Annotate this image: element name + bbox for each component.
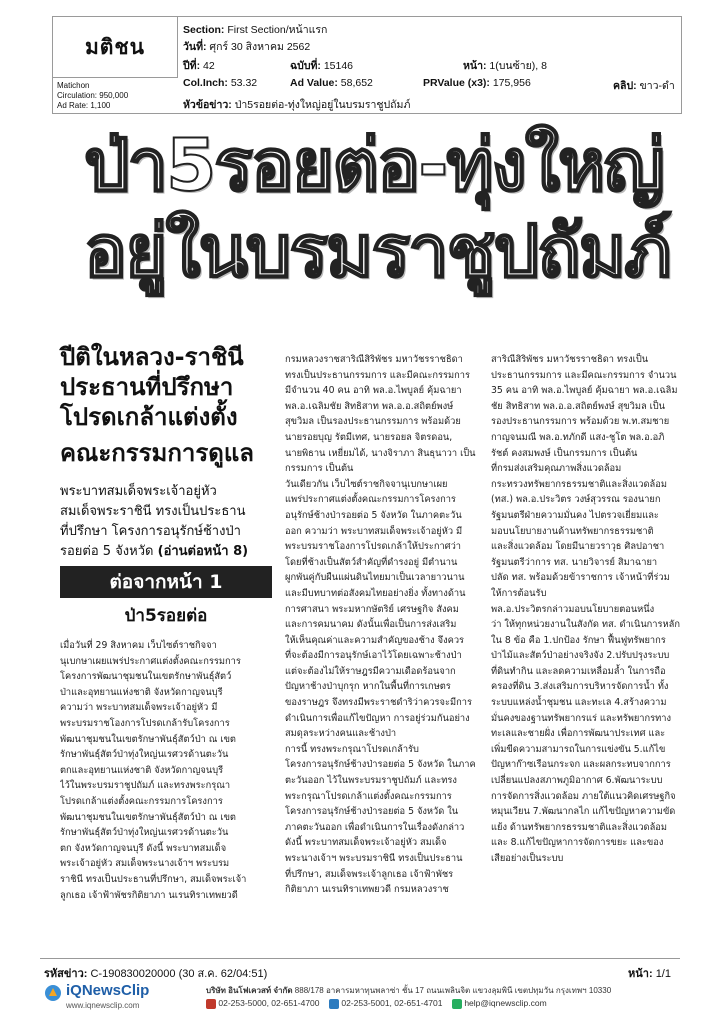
deck-line: โปรดเกล้าแต่งตั้ง [60, 403, 238, 431]
company-address: 888/178 อาคารมหาทุนพลาซ่า ชั้น 17 ถนนเพลินจิต แขวงลุมพินี เขตปทุมวัน กรุงเทพฯ 10330 [294, 986, 612, 995]
headline-line-1: ป่า5รอยต่อ-ทุ่งใหญ่ [84, 123, 663, 207]
body-line: ประธานกรรมการ และมีคณะกรรมการ จำนวน [491, 369, 677, 381]
body-line: รัชต์ คงสมพงษ์ เป็นกรรมการ เป็นต้น [491, 447, 638, 459]
body-line: ที่กรมส่งเสริมคุณภาพสิ่งแวดล้อม [491, 463, 622, 475]
body-line: ใน 8 ข้อ คือ 1.ปกป้อง รักษา ฟื้นฟูทรัพยากร [491, 634, 666, 646]
body-line: มอบนโยบายงานด้านทรัพยากรธรรมชาติ [491, 525, 654, 537]
deck-line: ปีติในหลวง-ราชินี [60, 343, 244, 371]
footer-page-label: หน้า: [628, 968, 653, 980]
col-inch-label: Col.Inch: [183, 77, 228, 89]
page-row [463, 57, 547, 74]
body-line: แพร่ประกาศแต่งตั้งคณะกรรมการโครงการ [285, 494, 456, 506]
body-line: ไว้ในพระบรมราชูปถัมภ์ และทรงพระกรุณา [60, 780, 231, 792]
body-line: ว่า ให้ทุกหน่วยงานในสังกัด ทส. ดำเนินการหลัก [491, 619, 680, 631]
body-line: ทะเลและชายฝั่ง เพื่อการพัฒนาประเทศ และ [491, 728, 666, 740]
date-row [183, 38, 310, 55]
headline-label: หัวข้อข่าว: [183, 99, 232, 111]
lead-line [60, 542, 248, 562]
body-line: พระบรมราชโองการโปรดเกล้ารับโครงการ [60, 717, 230, 729]
clip-label: คลิป: [613, 80, 637, 92]
body-line: รัฐมนตรีฝ่ายความมั่นคง ไปตรวจเยี่ยมและ [491, 509, 659, 521]
body-line: โครงการพัฒนาชุมชนในเขตรักษาพันธุ์สัตว์ [60, 671, 232, 683]
body-line: เมื่อวันที่ 29 สิงหาคม เว็บไซต์ราชกิจจา [60, 640, 217, 651]
publication-logo: มติชน [84, 35, 146, 59]
body-line: ป่าและอุทยานแห่งชาติ จังหวัดกาญจนบุรี [60, 686, 223, 698]
page-label: หน้า: [463, 60, 487, 72]
brand-icon [44, 984, 62, 1002]
news-id: C-190830020000 [90, 968, 176, 980]
issue-value: 15146 [323, 60, 354, 72]
body-line: พล.อ.เฉลิมชัย สิทธิสาท พล.อ.อ.สถิตย์พงษ์ [285, 400, 454, 412]
clip-row [613, 77, 675, 94]
footer-page-value: 1/1 [655, 968, 671, 980]
body-line: พระนางเจ้าฯ พระบรมราชินี ทรงเป็นประธาน [285, 853, 463, 864]
news-time: (30 ส.ค. 62/04:51) [178, 968, 268, 980]
body-line: อนุรักษ์ช้างป่ารอยต่อ 5 จังหวัด ในภาคตะวัน [285, 509, 462, 521]
lead-last: รอยต่อ 5 จังหวัด [60, 544, 154, 559]
body-line: เสียอย่างเป็นระบบ [491, 853, 564, 864]
body-line: ราชินี ทรงเป็นประธานที่ปรึกษา, สมเด็จพระเจ้า [60, 873, 247, 885]
footer-divider [40, 958, 680, 959]
body-line: พระเจ้าอยู่หัว สมเด็จพระนางเจ้าฯ พระบรม [60, 858, 230, 870]
body-line: ผูกพันคู่กับผืนแผ่นดินไทยมาเป็นเวลายาวนาน [285, 572, 465, 584]
body-line: และ 8.แก้ไขปัญหาการจัดการขยะ และของ [491, 837, 664, 849]
pr-value-row [423, 77, 531, 89]
body-line: ที่ปรึกษา, สมเด็จพระเจ้าลูกเธอ เจ้าฟ้าพัชร [285, 868, 454, 880]
fax-icon [329, 999, 339, 1009]
contact-row [206, 998, 547, 1009]
ad-value-value: 58,652 [340, 77, 373, 89]
body-line: เพิ่มขีดความสามารถในการแข่งขัน 5.แก้ไข [491, 743, 666, 755]
email-icon [452, 999, 462, 1009]
body-line: ภาคตะวันออก เพื่อดำเนินการในเรื่องดังกล่าว [285, 821, 465, 833]
date-value: ศุกร์ 30 สิงหาคม 2562 [209, 41, 311, 53]
body-line: การจัดการสิ่งแวดล้อม ภายใต้แนวคิดเศรษฐกิจ [491, 790, 676, 802]
body-line: โปรดเกล้าแต่งตั้งคณะกรรมการโครงการ [60, 795, 223, 807]
ad-value-row [290, 77, 373, 89]
page-value: 1(บนซ้าย), 8 [489, 60, 547, 72]
body-line: สมดุลระหว่างคนและช้างป่า [285, 728, 397, 740]
lead [60, 482, 248, 562]
body-line: ดำเนินการเพื่อแก้ไขปัญหา การอยู่ร่วมกันอย่าง [285, 712, 470, 724]
body-line: ทรงเป็นประธานกรรมการ และมีคณะกรรมการ [285, 369, 471, 381]
continue-ref: (อ่านต่อหน้า 8) [157, 544, 249, 559]
issue-row [290, 57, 353, 74]
body-line: ปัญหาช้างป่าบุกรุก หากในพื้นที่การเกษตร [285, 681, 451, 693]
body-line: ให้การต้อนรับ [491, 587, 547, 599]
deck-line: ประธานที่ปรึกษา [60, 373, 234, 401]
body-line: ความว่า พระบาทสมเด็จพระเจ้าอยู่หัว มี [60, 702, 218, 714]
publication-name: Matichon [57, 81, 90, 90]
body-line: ปลัด ทส. พร้อมด้วยข้าราชการ เจ้าหน้าที่ร่วม [491, 572, 670, 584]
company-row [206, 984, 611, 997]
news-id-label: รหัสข่าว: [44, 968, 88, 980]
body-line: นายพิธาน เหยี่ยมได้, นางจิราภา สินธุนาวา เป็น [285, 447, 476, 459]
body-line: โครงการอนุรักษ์ช้างป่ารอยต่อ 5 จังหวัด ใน [285, 806, 459, 818]
body-line: กรรมการ เป็นต้น [285, 463, 354, 475]
body-line: กาญจนมณี พล.อ.ทภักดี แสง-ชูโต พล.อ.อภิ [491, 431, 665, 443]
body-line: ตะวันออก ไว้ในพระบรมราชูปถัมภ์ และทรง [285, 775, 457, 787]
ad-value-label: Ad Value: [290, 77, 338, 89]
clip-header [52, 16, 682, 114]
fax-numbers: 02-253-5001, 02-651-4701 [341, 998, 443, 1008]
section-row [183, 21, 327, 38]
body-line: กรมหลวงราชสาริณีสิริพัชร มหาวัชรราชธิดา [285, 354, 463, 365]
logo-box [53, 17, 178, 78]
body-line: ป่าไม้และสัตว์ป่าอย่างจริงจัง 2.ปรับปรุงระบบ [491, 650, 670, 662]
deck [60, 342, 254, 468]
phone-icon [206, 999, 216, 1009]
body-line: พัฒนาชุมชนในเขตรักษาพันธุ์สัตว์ป่า ณ เขต [60, 733, 236, 745]
lead-line: สมเด็จพระราชินี ทรงเป็นประธาน [60, 504, 246, 519]
body-line: นายรอยบุญ รัตมีเทศ, นายรอยล จิตรดอน, [285, 431, 453, 443]
body-line: แต่จะต้องไม่ให้ราษฎรมีความเดือดร้อนจาก [285, 665, 456, 677]
body-line: ปัญหาก๊าซเรือนกระจก และผลกระทบจากการ [491, 759, 671, 771]
body-line: ชัย สิทธิสาท พล.อ.อ.สถิตย์พงษ์ สุขวิมล เป็น [491, 400, 666, 412]
body-line: ออก ความว่า พระบาทสมเด็จพระเจ้าอยู่หัว มี [285, 525, 463, 537]
body-line: รองประธานกรรมการ พร้อมด้วย พ.ท.สมชาย [491, 416, 670, 428]
year-row [183, 57, 215, 74]
body-line: พระบรมราชโองการโปรดเกล้าให้ประกาศว่า [285, 541, 462, 553]
year-value: 42 [203, 60, 215, 72]
continued-title: ป่า5รอยต่อ [124, 606, 208, 626]
body-line: กระทรวงทรัพยากรธรรมชาติและสิ่งแวดล้อม [491, 478, 667, 490]
body-line: เปลี่ยนแปลงสภาพภูมิอากาศ 6.พัฒนาระบบ [491, 775, 663, 787]
body-line: รักษาพันธุ์สัตว์ป่าทุ่งใหญ่นเรศวรด้านตะวัน [60, 827, 229, 839]
news-id-row [44, 964, 267, 982]
lead-line: พระบาทสมเด็จพระเจ้าอยู่หัว [60, 484, 217, 499]
headline-row [183, 96, 410, 113]
body-line: ครองที่ดิน 3.ส่งเสริมการบริหารจัดการน้ำ ทั้ง [491, 681, 669, 693]
circulation: Circulation: 950,000 [57, 91, 129, 100]
company-name: บริษัท อินโฟเควสท์ จำกัด [206, 986, 293, 995]
body-line: ที่จะต้องมีการอนุรักษ์เอาไว้โดยเฉพาะช้างป่า [285, 650, 462, 662]
body-line: นุเบกษาเผยแพร่ประกาศแต่งตั้งคณะกรรมการ [60, 655, 241, 667]
year-label: ปีที่: [183, 60, 201, 72]
section-value: First Section/หน้าแรก [227, 24, 328, 36]
section-label: Section: [183, 24, 225, 36]
body-line: แย้ง ด้านทรัพยากรธรรมชาติและสิ่งแวดล้อม [491, 821, 668, 833]
body-line: ตกและอุทยานแห่งชาติ จังหวัดกาญจนบุรี [60, 764, 224, 776]
body-line: ลูกเธอ เจ้าฟ้าพัชรกิติยาภา นเรนทิราเทพยวดี [60, 889, 238, 901]
body-line: 35 คน อาทิ พล.อ.ไพบูลย์ คุ้มฉายา พล.อ.เฉลิม [491, 385, 678, 397]
footer-page-row [628, 964, 671, 982]
body-line: ระบบแหล่งน้ำชุมชน และทะเล 4.สร้างความ [491, 697, 667, 709]
clip-value: ขาว-ดำ [639, 80, 675, 92]
body-line: มั่นคงของฐานทรัพยากรแร่ และทรัพยากรทาง [491, 712, 672, 724]
body-line: ของราษฎร จึงทรงมีพระราชดำริว่าควรจะมีการ [285, 697, 472, 709]
column-1 [60, 638, 274, 903]
body-line: พระกรุณาโปรดเกล้าแต่งตั้งคณะกรรมการ [285, 790, 452, 802]
body-line: สาริณีสิริพัชร มหาวัชรราชธิดา ทรงเป็น [491, 354, 649, 365]
issue-label: ฉบับที่: [290, 60, 321, 72]
body-line: โครงการอนุรักษ์ช้างป่ารอยต่อ 5 จังหวัด ในภาค [285, 759, 476, 771]
body-line: ให้เห็นคุณค่าและความสำคัญของช้าง จึงควร [285, 634, 465, 646]
body-line: รักษาพันธุ์สัตว์ป่าทุ่งใหญ่นเรศวรด้านตะวัน [60, 749, 229, 761]
col-inch-row [183, 77, 257, 89]
email-address[interactable]: help@iqnewsclip.com [464, 998, 547, 1008]
ad-rate: Ad Rate: 1,100 [57, 101, 111, 110]
headline-line-2: อยู่ในบรมราชูปถัมภ์ [84, 209, 670, 293]
brand-logo[interactable] [44, 982, 184, 1014]
body-line: พัฒนาชุมชนในเขตรักษาพันธุ์สัตว์ป่า ณ เขต [60, 811, 236, 823]
pr-value-label: PRValue (x3): [423, 77, 490, 89]
body-line: และมีบทบาทต่อสังคมไทยอย่างยิ่ง ทั้งทางด้าน [285, 587, 466, 599]
body-line: หมุนเวียน 7.พัฒนากลไก แก้ไขปัญหาความขัด [491, 806, 676, 818]
body-line: สุขวิมล เป็นรองประธานกรรมการ พร้อมด้วย [285, 416, 461, 428]
body-line: พล.อ.ประวิตรกล่าวมอบนโยบายตอนหนึ่ง [491, 603, 655, 615]
body-line: รัฐมนตรีว่าการ ทส. นายวิจารย์ สิมาฉายา [491, 556, 658, 568]
body-line: และสิ่งแวดล้อม โดยมีนายวราวุธ ศิลปอาชา [491, 541, 665, 553]
continued-bar: ต่อจากหน้า 1 [60, 566, 272, 598]
body-line: การศาสนา พระมหากษัตริย์ เศรษฐกิจ สังคม [285, 603, 459, 615]
pr-value-value: 175,956 [492, 77, 531, 89]
body-line: (ทส.) พล.อ.ประวิตร วงษ์สุวรรณ รองนายก [491, 494, 661, 506]
phone-numbers: 02-253-5000, 02-651-4700 [218, 998, 320, 1008]
column-2 [285, 352, 481, 898]
lead-line: ที่ปรึกษา โครงการอนุรักษ์ช้างป่า [60, 524, 241, 539]
body-line: ที่ดินทำกิน และลดความเหลื่อมล้ำ ในการถือ [491, 665, 666, 677]
body-line: วันเดียวกัน เว็บไซต์ราชกิจจานุเบกษาเผย [285, 478, 448, 490]
headline-value: ป่า5รอยต่อ-ทุ่งใหญ่อยู่ในบรมราชูปถัมภ์ [234, 99, 411, 111]
publication-info [57, 81, 128, 111]
deck-line: คณะกรรมการดูแล [60, 439, 255, 467]
body-line: โดยที่ช้างเป็นสัตว์สำคัญที่ดำรงอยู่ มีตำนาน [285, 556, 458, 568]
col-inch-value: 53.32 [230, 77, 258, 89]
body-line: กิติยาภา นเรนทิราเทพยวดี กรมหลวงราช [285, 884, 449, 896]
date-label: วันที่: [183, 41, 207, 53]
body-line: การนี้ ทรงพระกรุณาโปรดเกล้ารับ [285, 743, 419, 755]
brand-name: iQNewsClip [66, 982, 150, 999]
body-line: มีจำนวน 40 คน อาทิ พล.อ.ไพบูลย์ คุ้มฉายา [285, 385, 462, 397]
body-line: และการคมนาคม ดังนั้นเพื่อเป็นการส่งเสริม [285, 619, 457, 631]
body-line: ตก จังหวัดกาญจนบุรี ดังนี้ พระบาทสมเด็จ [60, 842, 227, 854]
body-line: ดังนี้ พระบาทสมเด็จพระเจ้าอยู่หัว สมเด็จ [285, 837, 447, 849]
brand-url: www.iqnewsclip.com [66, 1001, 140, 1010]
column-3 [491, 352, 683, 867]
